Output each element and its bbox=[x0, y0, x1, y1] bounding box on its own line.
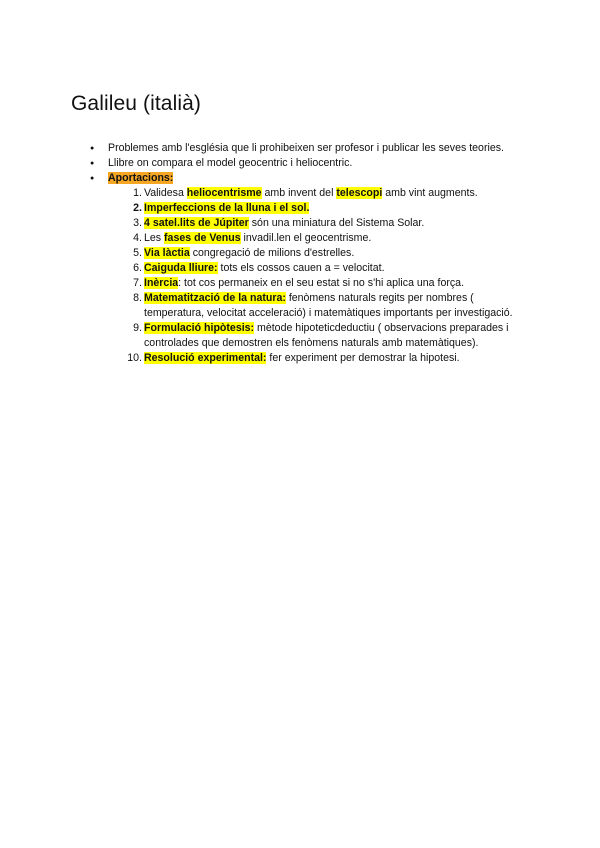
aportacions-heading: Aportacions: bbox=[108, 172, 174, 184]
item-number: 10. bbox=[127, 352, 142, 364]
item-number: 2. bbox=[133, 202, 142, 214]
bullet-text: Llibre on compara el model geocentric i heliocentric. bbox=[108, 157, 353, 169]
list-item: 1. Validesa heliocentrisme amb invent del telescopi amb vint augments. bbox=[108, 186, 534, 201]
item-number: 6. bbox=[133, 262, 142, 274]
page-title: Galileu (italià) bbox=[71, 92, 201, 115]
highlight: Inèrcia bbox=[144, 277, 179, 289]
bullet-item bbox=[90, 171, 540, 366]
highlight: 4 satel.lits de Júpiter bbox=[144, 217, 249, 229]
bullet-item bbox=[90, 141, 540, 156]
highlight: Matematització de la natura: bbox=[144, 292, 286, 304]
highlight: heliocentrisme bbox=[186, 187, 262, 199]
highlight: Via làctia bbox=[144, 247, 190, 259]
aportacions-list bbox=[108, 186, 540, 366]
bullet-list bbox=[90, 141, 540, 366]
highlight: Resolució experimental: bbox=[144, 352, 267, 364]
highlight: Caiguda lliure: bbox=[144, 262, 218, 274]
list-item: 4. Les fases de Venus invadil.len el geocentrisme. bbox=[108, 231, 534, 246]
item-number: 8. bbox=[133, 292, 142, 304]
list-item: 3. 4 satel.lits de Júpiter són una miniatura del Sistema Solar. bbox=[108, 216, 534, 231]
list-item: 9. Formulació hipòtesis: mètode hipoteticdeductiu ( observacions preparades i controlades que demostren els fenòmens naturals amb matemàtiques). bbox=[108, 321, 534, 351]
list-item: 6. Caiguda lliure: tots els cossos cauen a = velocitat. bbox=[108, 261, 534, 276]
list-item: 8. Matematització de la natura: fenòmens naturals regits per nombres ( temperatura, velocitat acceleració) i matemàtiques importants per investigació. bbox=[108, 291, 534, 321]
list-item: 7. Inèrcia: tot cos permaneix en el seu estat si no s'hi aplica una força. bbox=[108, 276, 534, 291]
item-number: 3. bbox=[133, 217, 142, 229]
highlight: telescopi bbox=[336, 187, 383, 199]
item-number: 4. bbox=[133, 232, 142, 244]
item-number: 9. bbox=[133, 322, 142, 334]
list-item: 10. Resolució experimental: fer experiment per demostrar la hipotesi. bbox=[127, 352, 460, 364]
bullet-text: Problemes amb l'església que li prohibeixen ser profesor i publicar les seves teories. bbox=[108, 142, 504, 154]
item-number: 1. bbox=[133, 187, 142, 199]
bullet-item bbox=[90, 156, 540, 171]
highlight: fases de Venus bbox=[164, 232, 241, 244]
list-item bbox=[108, 201, 534, 216]
item-number: 5. bbox=[133, 247, 142, 259]
highlight: Formulació hipòtesis: bbox=[144, 322, 255, 334]
item-number: 7. bbox=[133, 277, 142, 289]
highlight: Imperfeccions de la lluna i el sol. bbox=[144, 202, 310, 214]
list-item: 5. Via làctia congregació de milions d'estrelles. bbox=[108, 246, 534, 261]
